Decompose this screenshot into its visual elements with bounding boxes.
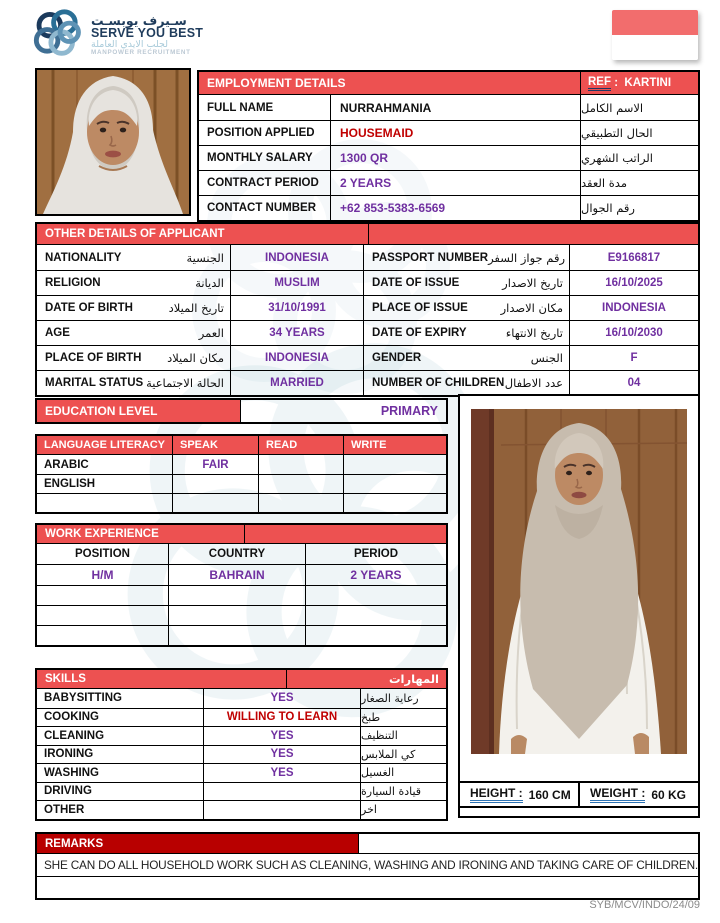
remarks-table bbox=[35, 832, 700, 900]
agency-name: SERVE YOU BEST bbox=[91, 25, 204, 40]
field-value: F bbox=[630, 352, 638, 364]
work-experience-row bbox=[37, 585, 446, 605]
write-level bbox=[344, 494, 446, 512]
skill-row bbox=[37, 689, 446, 708]
weight-value: 60 KG bbox=[651, 787, 687, 802]
remarks-header-spacer bbox=[359, 834, 698, 853]
right-label-cell bbox=[364, 296, 570, 320]
other-details-title: OTHER DETAILS OF APPLICANT bbox=[45, 228, 225, 240]
skill-label-arabic: طبخ bbox=[361, 710, 381, 724]
country-value bbox=[169, 626, 306, 645]
field-value: E9166817 bbox=[607, 251, 661, 264]
other-details-header bbox=[37, 224, 698, 245]
language-name: ENGLISH bbox=[37, 475, 173, 493]
field-label-arabic: الحالة الاجتماعية bbox=[146, 376, 224, 390]
left-label-cell bbox=[37, 321, 231, 345]
left-label-cell bbox=[37, 346, 231, 370]
skill-label: OTHER bbox=[37, 801, 204, 819]
field-label-arabic: العمر bbox=[198, 326, 224, 340]
other-details-table bbox=[35, 222, 700, 397]
header-divider bbox=[286, 670, 287, 688]
field-value: 04 bbox=[627, 377, 641, 389]
work-experience-title: WORK EXPERIENCE bbox=[45, 528, 159, 540]
education-level-bar bbox=[35, 398, 448, 424]
field-value: HOUSEMAID bbox=[331, 121, 581, 145]
skills-table bbox=[35, 668, 448, 821]
skill-value: YES bbox=[204, 746, 361, 764]
employment-row bbox=[199, 95, 698, 120]
field-label: CONTACT NUMBER bbox=[199, 196, 331, 220]
skill-value: WILLING TO LEARN bbox=[204, 709, 361, 727]
left-label-cell bbox=[37, 296, 231, 320]
remarks-header bbox=[37, 834, 698, 854]
portrait-illustration bbox=[471, 409, 687, 754]
ref-field bbox=[581, 72, 698, 94]
height-weight-row bbox=[460, 781, 698, 808]
field-label: AGE bbox=[45, 327, 70, 339]
field-value: 34 YEARS bbox=[231, 321, 364, 345]
employment-details-header bbox=[199, 72, 698, 95]
left-label-cell bbox=[37, 371, 231, 395]
skills-header bbox=[37, 670, 446, 689]
skill-label-arabic: الغسيل bbox=[361, 766, 395, 780]
field-value: 16/10/2030 bbox=[605, 327, 663, 339]
remarks-empty-row bbox=[37, 877, 698, 898]
remarks-title: REMARKS bbox=[37, 834, 359, 853]
read-level bbox=[259, 494, 344, 512]
field-label-arabic: رقم جواز السفر bbox=[488, 250, 566, 265]
field-label-arabic: مكان الاصدار bbox=[500, 301, 563, 315]
field-label-arabic: مكان الميلاد bbox=[167, 351, 224, 365]
field-value: 2 YEARS bbox=[331, 171, 581, 195]
field-value: 1300 QR bbox=[331, 146, 581, 170]
read-level bbox=[259, 475, 344, 493]
right-label-cell bbox=[364, 271, 570, 295]
other-details-row bbox=[37, 295, 698, 320]
applicant-photo-full bbox=[471, 409, 687, 754]
work-experience-row bbox=[37, 605, 446, 625]
work-experience-table bbox=[35, 523, 448, 647]
column-header: LANGUAGE LITERACY bbox=[37, 436, 173, 454]
skill-label-arabic: اخر bbox=[361, 803, 377, 817]
skill-value bbox=[204, 801, 361, 819]
field-label-arabic: مدة العقد bbox=[581, 176, 627, 190]
field-label-arabic: تاريخ الميلاد bbox=[168, 301, 224, 315]
language-literacy-header bbox=[37, 436, 446, 455]
employment-rows bbox=[199, 95, 698, 220]
right-label-cell bbox=[364, 245, 570, 270]
period-value bbox=[306, 626, 446, 645]
right-label-cell bbox=[364, 346, 570, 370]
height-field bbox=[460, 783, 580, 806]
country-value: BAHRAIN bbox=[169, 565, 306, 585]
document-ref-code: SYB/MCV/INDO/24/09 bbox=[589, 899, 700, 911]
other-details-row bbox=[37, 370, 698, 395]
skill-row bbox=[37, 782, 446, 801]
field-value: NURRAHMANIA bbox=[331, 95, 581, 120]
skill-value: YES bbox=[204, 689, 361, 708]
skill-value bbox=[204, 783, 361, 801]
education-level-value: PRIMARY bbox=[380, 404, 438, 418]
language-name bbox=[37, 494, 173, 512]
field-label: NATIONALITY bbox=[45, 251, 122, 264]
employment-row bbox=[199, 120, 698, 145]
skills-title: SKILLS bbox=[45, 673, 86, 685]
employment-row bbox=[199, 145, 698, 170]
other-details-row bbox=[37, 245, 698, 270]
write-level bbox=[344, 455, 446, 474]
language-row bbox=[37, 493, 446, 512]
field-label: RELIGION bbox=[45, 277, 101, 289]
field-label: DATE OF EXPIRY bbox=[372, 327, 467, 339]
height-value: 160 CM bbox=[528, 787, 571, 802]
column-header: SPEAK bbox=[173, 436, 259, 454]
skill-row bbox=[37, 726, 446, 745]
field-label-arabic: الجنسية bbox=[186, 250, 224, 265]
field-value: +62 853-5383-6569 bbox=[331, 196, 581, 220]
field-label: MONTHLY SALARY bbox=[199, 146, 331, 170]
work-experience-rows bbox=[37, 565, 446, 645]
employment-details-table bbox=[197, 70, 700, 222]
skill-row bbox=[37, 763, 446, 782]
period-value: 2 YEARS bbox=[350, 568, 402, 582]
agency-tagline: MANPOWER RECRUITMENT bbox=[91, 48, 191, 56]
left-label-cell bbox=[37, 271, 231, 295]
period-value bbox=[306, 586, 446, 605]
agency-tagline-arabic: لجلب الايدي العاملة bbox=[91, 38, 169, 50]
work-experience-row bbox=[37, 625, 446, 645]
ref-value: KARTINI bbox=[624, 77, 672, 89]
other-details-row bbox=[37, 320, 698, 345]
skill-label: IRONING bbox=[37, 746, 204, 764]
left-label-cell bbox=[37, 245, 231, 270]
column-header: PERIOD bbox=[353, 548, 399, 560]
skill-row bbox=[37, 800, 446, 819]
remarks-text: SHE CAN DO ALL HOUSEHOLD WORK SUCH AS CLEANING, WASHING AND IRONING AND TAKING CARE OF CHILDREN. bbox=[37, 854, 698, 877]
field-label: DATE OF ISSUE bbox=[372, 277, 460, 289]
field-value: INDONESIA bbox=[231, 346, 364, 370]
skill-row bbox=[37, 745, 446, 764]
employment-details-title: EMPLOYMENT DETAILS bbox=[199, 72, 581, 94]
skill-row bbox=[37, 708, 446, 727]
field-label: PLACE OF ISSUE bbox=[372, 302, 468, 314]
other-details-rows bbox=[37, 245, 698, 395]
right-label-cell bbox=[364, 371, 570, 395]
skills-rows bbox=[37, 689, 446, 819]
column-header: READ bbox=[259, 436, 344, 454]
language-name: ARABIC bbox=[37, 455, 173, 474]
field-value: INDONESIA bbox=[602, 302, 666, 314]
field-value: 16/10/2025 bbox=[605, 277, 663, 289]
speak-level: FAIR bbox=[173, 455, 259, 474]
skills-title-arabic: المهارات bbox=[389, 672, 439, 686]
skill-label-arabic: قيادة السيارة bbox=[361, 784, 422, 798]
field-label: DATE OF BIRTH bbox=[45, 302, 133, 314]
field-label: CONTRACT PERIOD bbox=[199, 171, 331, 195]
skill-value: YES bbox=[204, 764, 361, 782]
applicant-photo-panel bbox=[458, 394, 700, 818]
height-label: HEIGHT : bbox=[470, 786, 523, 803]
country-value bbox=[169, 606, 306, 625]
ref-separator: : bbox=[611, 77, 625, 89]
field-value: INDONESIA bbox=[231, 245, 364, 270]
field-value: 31/10/1991 bbox=[231, 296, 364, 320]
right-label-cell bbox=[364, 321, 570, 345]
field-label: NUMBER OF CHILDREN bbox=[372, 377, 505, 389]
field-label-arabic: رقم الجوال bbox=[581, 201, 635, 215]
position-value bbox=[37, 626, 169, 645]
weight-field bbox=[580, 783, 698, 806]
column-header: WRITE bbox=[351, 439, 387, 451]
header-divider bbox=[244, 525, 245, 543]
work-experience-row bbox=[37, 565, 446, 585]
field-value: MARRIED bbox=[231, 371, 364, 395]
field-label: FULL NAME bbox=[199, 95, 331, 120]
employment-row bbox=[199, 170, 698, 195]
language-literacy-table bbox=[35, 434, 448, 514]
speak-level bbox=[173, 475, 259, 493]
applicant-photo-small bbox=[35, 68, 191, 216]
language-row bbox=[37, 455, 446, 474]
ref-label: REF bbox=[588, 76, 611, 91]
skill-label: WASHING bbox=[37, 764, 204, 782]
speak-level bbox=[173, 494, 259, 512]
period-value bbox=[306, 606, 446, 625]
position-value bbox=[37, 586, 169, 605]
field-label: MARITAL STATUS bbox=[45, 377, 144, 389]
portrait-illustration bbox=[37, 70, 189, 214]
skill-label: CLEANING bbox=[37, 727, 204, 745]
skill-label: BABYSITTING bbox=[37, 689, 204, 708]
field-label-arabic: الجنس bbox=[530, 351, 563, 365]
field-label-arabic: الديانة bbox=[195, 276, 224, 290]
indonesia-flag bbox=[612, 10, 698, 60]
skill-label-arabic: رعاية الصغار bbox=[361, 691, 419, 705]
skill-label: DRIVING bbox=[37, 783, 204, 801]
position-value: H/M bbox=[37, 565, 169, 585]
field-label: POSITION APPLIED bbox=[199, 121, 331, 145]
field-label-arabic: الحال التطبيقي bbox=[581, 126, 653, 140]
field-label-arabic: عدد الاطفال bbox=[504, 376, 563, 390]
field-value: MUSLIM bbox=[231, 271, 364, 295]
work-experience-header bbox=[37, 525, 446, 544]
skill-label-arabic: التنظيف bbox=[361, 729, 398, 743]
column-header: COUNTRY bbox=[169, 544, 306, 564]
field-label-arabic: تاريخ الاصدار bbox=[502, 276, 563, 290]
other-details-row bbox=[37, 345, 698, 370]
weight-label: WEIGHT : bbox=[590, 786, 645, 803]
country-value bbox=[169, 586, 306, 605]
position-value bbox=[37, 606, 169, 625]
field-label-arabic: تاريخ الانتهاء bbox=[505, 326, 563, 340]
flag-white-band bbox=[612, 35, 698, 60]
field-label: PLACE OF BIRTH bbox=[45, 352, 142, 364]
skill-label: COOKING bbox=[37, 709, 204, 727]
field-label: GENDER bbox=[372, 352, 422, 364]
flag-red-band bbox=[612, 10, 698, 35]
employment-row bbox=[199, 195, 698, 220]
column-header: POSITION bbox=[37, 544, 169, 564]
field-label-arabic: الاسم الكامل bbox=[581, 100, 644, 115]
agency-name-arabic: سـيرف يوبسـت bbox=[91, 12, 187, 28]
agency-logo bbox=[32, 6, 212, 64]
write-level bbox=[344, 475, 446, 493]
field-label: PASSPORT NUMBER bbox=[372, 251, 489, 264]
header-divider bbox=[368, 224, 369, 244]
other-details-row bbox=[37, 270, 698, 295]
language-row bbox=[37, 474, 446, 493]
language-rows bbox=[37, 455, 446, 512]
skill-label-arabic: كي الملابس bbox=[361, 747, 416, 761]
education-level-title: EDUCATION LEVEL bbox=[37, 400, 241, 422]
interlocked-rings-icon bbox=[32, 8, 86, 62]
read-level bbox=[259, 455, 344, 474]
field-label-arabic: الراتب الشهري bbox=[581, 151, 653, 165]
work-experience-columns bbox=[37, 544, 446, 565]
skill-value: YES bbox=[204, 727, 361, 745]
